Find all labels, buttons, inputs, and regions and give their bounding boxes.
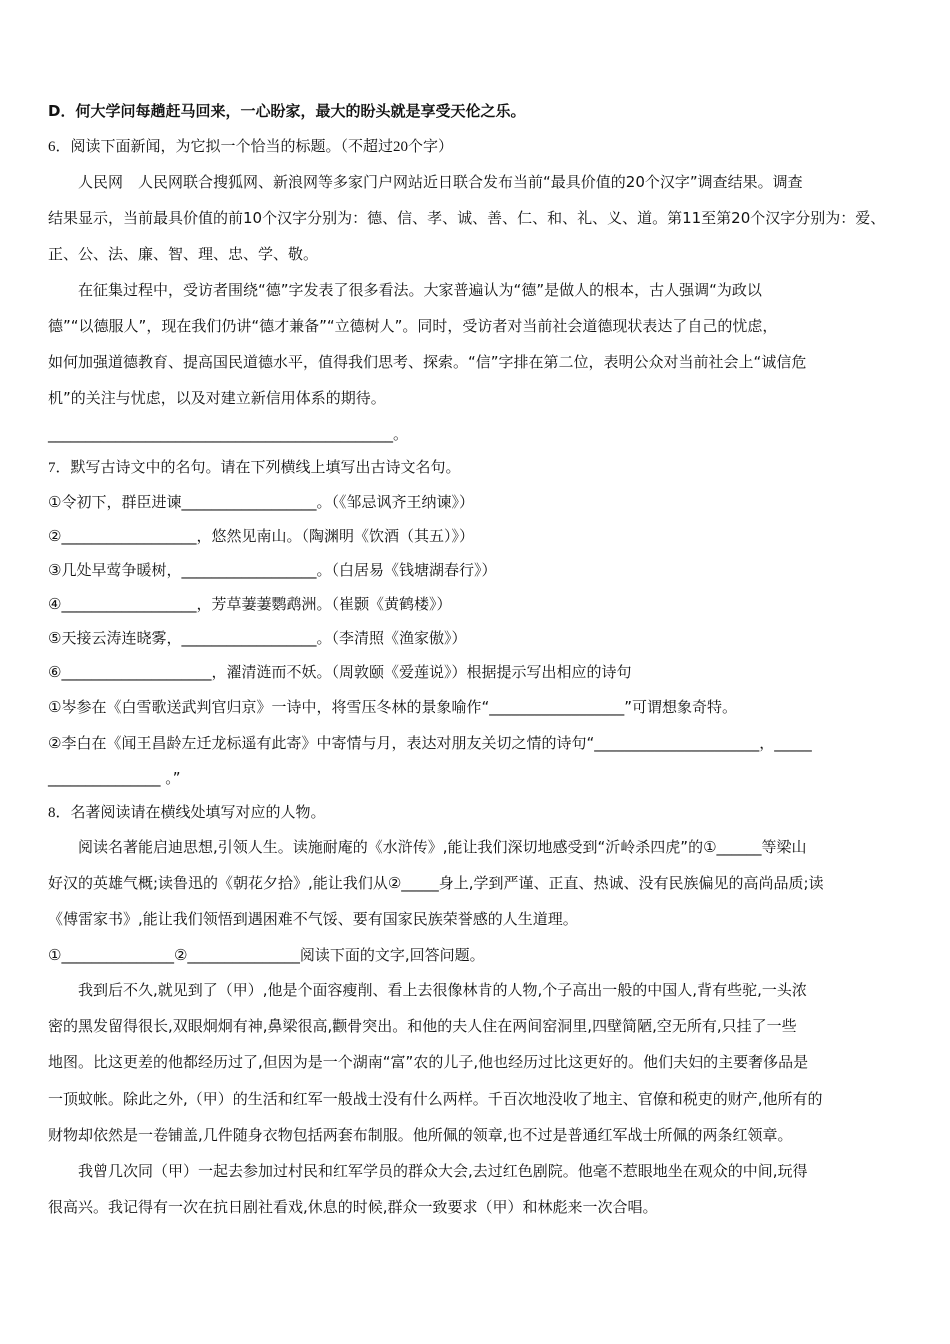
question-8-title: 8．名著阅读请在横线处填写对应的人物。 — [48, 805, 326, 821]
news-paragraph-1-line-1: 人民网 人民网联合搜狐网、新浪网等多家门户网站近日联合发布当前“最具价值的20个汉字”调查结果。调查 — [78, 173, 803, 191]
poem-item-2: ②__________________，悠然见南山。（陶渊明《饮酒（其五）》） — [48, 527, 474, 545]
news-paragraph-2-line-1: 在征集过程中，受访者围绕“德”字发表了很多看法。大家普遍认为“德”是做人的根本，古人强调“为政以 — [78, 281, 762, 299]
news-paragraph-2-line-4: 机”的关注与忧虑，以及对建立新信用体系的期待。 — [48, 389, 386, 407]
reading-paragraph-2-line-2: 很高兴。我记得有一次在抗日剧社看戏,休息的时候,群众一致要求（甲）和林彪来一次合唱。 — [48, 1198, 658, 1216]
option-d: D．何大学问每趟赶马回来，一心盼家，最大的盼头就是享受天伦之乐。 — [48, 102, 526, 120]
reading-paragraph-1-line-3: 地图。比这更差的他都经历过了,但因为是一个湖南“富”农的儿子,他也经历过比这更好的。他们夫妇的主要奢侈品是 — [48, 1053, 809, 1071]
poem-item-3: ③几处早莺争暖树，__________________。（白居易《钱塘湖春行》） — [48, 561, 497, 579]
reading-paragraph-1-line-5: 财物却依然是一卷铺盖,几件随身衣物包括两套布制服。他所佩的领章,也不过是普通红军战士所佩的两条红领章。 — [48, 1126, 793, 1144]
hint-item-2-line-2: _______________ 。” — [48, 769, 181, 787]
q8-paragraph-line-1: 阅读名著能启迪思想,引领人生。读施耐庵的《水浒传》,能让我们深切地感受到“沂岭杀四虎”的①______等梁山 — [78, 838, 807, 856]
news-paragraph-1-line-2: 结果显示，当前最具价值的前10个汉字分别为：德、信、孝、诚、善、仁、和、礼、义、道。第11至第20个汉字分别为：爱、 — [48, 209, 886, 227]
reading-paragraph-2-line-1: 我曾几次同（甲）一起去参加过村民和红军学员的群众大会,去过红色剧院。他毫不惹眼地坐在观众的中间,玩得 — [78, 1162, 808, 1180]
q8-paragraph-line-3: 《傅雷家书》,能让我们领悟到遇困难不气馁、要有国家民族荣誉感的人生道理。 — [48, 910, 578, 928]
answer-blank-line: ______________________________________________。 — [48, 425, 409, 443]
reading-paragraph-1-line-1: 我到后不久,就见到了（甲）,他是个面容瘦削、看上去很像林肯的人物,个子高出一般的中国人,背有些驼,一头浓 — [78, 981, 807, 999]
question-7-title: 7．默写古诗文中的名句。请在下列横线上填写出古诗文名句。 — [48, 460, 461, 476]
poem-item-1: ①令初下，群臣进谏__________________。（《邹忌讽齐王纳谏》） — [48, 493, 474, 511]
poem-item-5: ⑤天接云涛连晓雾，__________________。（李清照《渔家傲》） — [48, 629, 467, 647]
poem-item-6: ⑥____________________，濯清涟而不妖。（周敦颐《爱莲说》）根据提示写出相应的诗句 — [48, 663, 632, 681]
news-paragraph-2-line-2: 德”“以德服人”，现在我们仍讲“德才兼备”“立德树人”。同时，受访者对当前社会道德现状表达了自己的忧虑， — [48, 317, 778, 335]
news-paragraph-1-line-3: 正、公、法、廉、智、理、忠、学、敬。 — [48, 245, 319, 263]
news-paragraph-2-line-3: 如何加强道德教育、提高国民道德水平，值得我们思考、探索。“信”字排在第二位，表明公众对当前社会上“诚信危 — [48, 353, 807, 371]
hint-item-2-line-1: ②李白在《闻王昌龄左迁龙标遥有此寄》中寄情与月，表达对朋友关切之情的诗句“______________________，_____ — [48, 734, 812, 752]
q8-paragraph-line-2: 好汉的英雄气概;读鲁迅的《朝花夕拾》,能让我们从②_____身上,学到严谨、正直、热诚、没有民族偏见的高尚品质;读 — [48, 874, 824, 892]
reading-paragraph-1-line-4: 一顶蚊帐。除此之外,（甲）的生活和红军一般战士没有什么两样。千百次地没收了地主、官僚和税吏的财产,他所有的 — [48, 1090, 823, 1108]
poem-item-4: ④__________________，芳草萋萋鹦鹉洲。（崔颢《黄鹤楼》） — [48, 595, 452, 613]
q8-answer-blanks: ①_______________②_______________阅读下面的文字,回答问题。 — [48, 946, 485, 964]
reading-paragraph-1-line-2: 密的黑发留得很长,双眼炯炯有神,鼻梁很高,颧骨突出。和他的夫人住在两间窑洞里,四壁简陋,空无所有,只挂了一些 — [48, 1017, 797, 1035]
hint-item-1: ①岑参在《白雪歌送武判官归京》一诗中，将雪压冬林的景象喻作“__________________”可谓想象奇特。 — [48, 698, 737, 716]
question-6-title: 6．阅读下面新闻，为它拟一个恰当的标题。（不超过20个字） — [48, 139, 454, 155]
